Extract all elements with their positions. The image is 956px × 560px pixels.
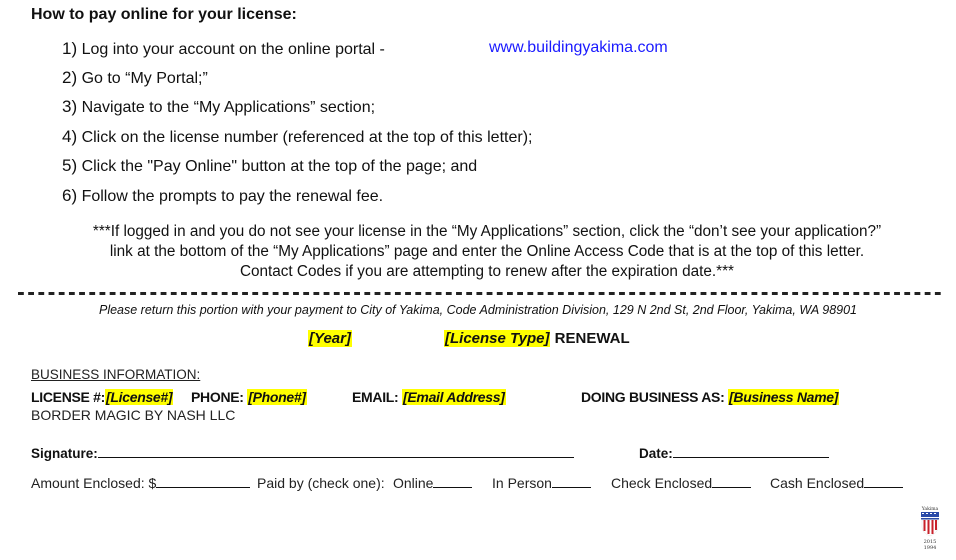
year-placeholder [308,330,352,347]
email-field [352,389,506,405]
option-label: Online [393,475,434,491]
signature-line[interactable] [98,445,574,458]
email-label: EMAIL: [352,389,399,405]
note-line-1: ***If logged in and you do not see your license in the “My Applications” section, click the “don’t see your application?” [92,223,882,240]
signature-label: Signature: [31,446,98,461]
license-type-title [444,330,630,347]
payment-option-cash[interactable] [770,475,903,491]
logo-year-2: 1994 [923,545,937,551]
return-instructions: Please return this portion with your payment to City of Yakima, Code Administration Division, 129 N 2nd St, 2nd Floor, Yakima, WA 98901 [98,303,857,317]
option-checkline[interactable] [552,475,591,488]
yakima-logo [919,505,941,555]
dba-value: [Business Name] [729,389,839,405]
city-shield-icon [919,505,941,555]
dba-label: DOING BUSINESS AS: [581,389,725,405]
step-text: Go to “My Portal;” [77,70,208,87]
date-label: Date: [639,446,673,461]
option-label: Cash Enclosed [770,475,865,491]
date-field[interactable] [639,445,829,461]
license-label: LICENSE #: [31,389,106,405]
dba-field [581,389,839,405]
step-text: Navigate to the “My Applications” section; [77,99,376,116]
amount-line[interactable] [156,475,250,488]
business-info-heading: BUSINESS INFORMATION: [31,367,201,382]
email-value: [Email Address] [403,389,505,405]
step-number: 6) [62,186,78,205]
step-text: Follow the prompts to pay the renewal fee. [77,188,384,205]
option-label: Check Enclosed [611,475,713,491]
note-line-3: Contact Codes if you are attempting to renew after the expiration date.*** [239,263,735,280]
option-label: In Person [492,475,552,491]
step-4 [62,127,532,147]
step-5 [62,156,477,176]
step-number: 2) [62,68,78,87]
option-checkline[interactable] [712,475,751,488]
step-number: 1) [62,39,78,58]
option-checkline[interactable] [433,475,472,488]
license-number-field [31,389,173,405]
step-text: Log into your account on the online portal - [77,41,385,58]
date-line[interactable] [673,445,829,458]
cut-line-divider [18,292,944,295]
amount-label: Amount Enclosed: $ [31,475,157,491]
license-value: [License#] [106,389,173,405]
note-line-2: link at the bottom of the “My Applications” page and enter the Online Access Code that is at the top of this letter. [109,243,865,260]
amount-enclosed-field[interactable] [31,475,250,491]
renewal-label: RENEWAL [554,330,630,347]
payment-option-in-person[interactable] [492,475,591,491]
step-3 [62,97,375,117]
business-name: BORDER MAGIC BY NASH LLC [31,407,236,423]
step-text: Click on the license number (referenced at the top of this letter); [77,129,533,146]
phone-value: [Phone#] [248,389,306,405]
step-6 [62,186,383,206]
step-1 [62,39,385,59]
paid-by-label: Paid by (check one): [257,475,385,491]
license-type-field: [License Type] [445,330,550,347]
phone-label: PHONE: [191,389,244,405]
step-number: 3) [62,97,78,116]
step-number: 4) [62,127,78,146]
signature-field[interactable] [31,445,574,461]
portal-link[interactable]: www.buildingyakima.com [489,39,668,56]
phone-field [191,389,307,405]
year-field: [Year] [309,330,351,347]
step-number: 5) [62,156,78,175]
logo-year-1: 2015 [923,539,937,545]
option-checkline[interactable] [864,475,903,488]
instructions-heading: How to pay online for your license: [31,6,297,23]
logo-city-text: Yakima [921,507,939,512]
step-text: Click the "Pay Online" button at the top of the page; and [77,158,478,175]
payment-option-online[interactable] [393,475,472,491]
payment-option-check[interactable] [611,475,751,491]
step-2 [62,68,208,88]
